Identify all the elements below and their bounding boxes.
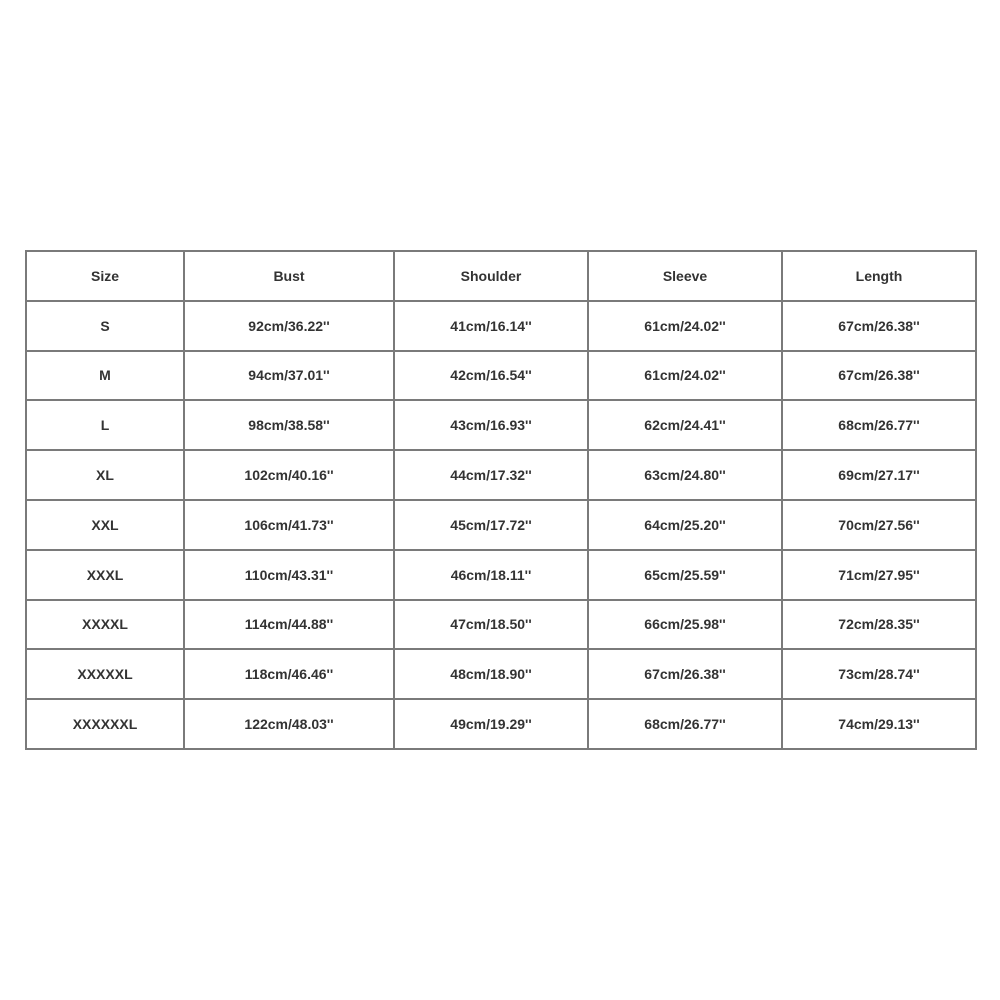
- shoulder-cell: 44cm/17.32'': [394, 450, 588, 500]
- shoulder-cell: 46cm/18.11'': [394, 550, 588, 600]
- table-row: [26, 301, 976, 351]
- length-cell: 72cm/28.35'': [782, 600, 976, 650]
- table-row: [26, 500, 976, 550]
- shoulder-cell: 49cm/19.29'': [394, 699, 588, 749]
- table-row: [26, 600, 976, 650]
- bust-cell: 118cm/46.46'': [184, 649, 394, 699]
- header-cell-sleeve: Sleeve: [588, 251, 782, 301]
- shoulder-cell: 41cm/16.14'': [394, 301, 588, 351]
- table-row: [26, 550, 976, 600]
- bust-cell: 94cm/37.01'': [184, 351, 394, 401]
- length-cell: 74cm/29.13'': [782, 699, 976, 749]
- sleeve-cell: 61cm/24.02'': [588, 301, 782, 351]
- sleeve-cell: 62cm/24.41'': [588, 400, 782, 450]
- length-cell: 67cm/26.38'': [782, 301, 976, 351]
- bust-cell: 106cm/41.73'': [184, 500, 394, 550]
- sleeve-cell: 68cm/26.77'': [588, 699, 782, 749]
- shoulder-cell: 47cm/18.50'': [394, 600, 588, 650]
- size-cell: M: [26, 351, 184, 401]
- bust-cell: 110cm/43.31'': [184, 550, 394, 600]
- sleeve-cell: 67cm/26.38'': [588, 649, 782, 699]
- size-cell: XXXXXXL: [26, 699, 184, 749]
- bust-cell: 92cm/36.22'': [184, 301, 394, 351]
- header-cell-bust: Bust: [184, 251, 394, 301]
- sleeve-cell: 61cm/24.02'': [588, 351, 782, 401]
- table-row: [26, 699, 976, 749]
- table-row: [26, 400, 976, 450]
- size-cell: S: [26, 301, 184, 351]
- table-row: [26, 450, 976, 500]
- table-row: [26, 649, 976, 699]
- size-cell: XXXL: [26, 550, 184, 600]
- header-cell-size: Size: [26, 251, 184, 301]
- length-cell: 70cm/27.56'': [782, 500, 976, 550]
- size-cell: XXXXL: [26, 600, 184, 650]
- shoulder-cell: 42cm/16.54'': [394, 351, 588, 401]
- sleeve-cell: 66cm/25.98'': [588, 600, 782, 650]
- length-cell: 67cm/26.38'': [782, 351, 976, 401]
- length-cell: 71cm/27.95'': [782, 550, 976, 600]
- size-cell: L: [26, 400, 184, 450]
- bust-cell: 122cm/48.03'': [184, 699, 394, 749]
- shoulder-cell: 45cm/17.72'': [394, 500, 588, 550]
- bust-cell: 102cm/40.16'': [184, 450, 394, 500]
- length-cell: 69cm/27.17'': [782, 450, 976, 500]
- sleeve-cell: 64cm/25.20'': [588, 500, 782, 550]
- shoulder-cell: 43cm/16.93'': [394, 400, 588, 450]
- header-row: [26, 251, 976, 301]
- sleeve-cell: 65cm/25.59'': [588, 550, 782, 600]
- size-cell: XXL: [26, 500, 184, 550]
- size-chart-table: [25, 250, 977, 750]
- header-cell-length: Length: [782, 251, 976, 301]
- header-cell-shoulder: Shoulder: [394, 251, 588, 301]
- bust-cell: 114cm/44.88'': [184, 600, 394, 650]
- length-cell: 73cm/28.74'': [782, 649, 976, 699]
- size-cell: XL: [26, 450, 184, 500]
- table-row: [26, 351, 976, 401]
- length-cell: 68cm/26.77'': [782, 400, 976, 450]
- shoulder-cell: 48cm/18.90'': [394, 649, 588, 699]
- bust-cell: 98cm/38.58'': [184, 400, 394, 450]
- sleeve-cell: 63cm/24.80'': [588, 450, 782, 500]
- size-cell: XXXXXL: [26, 649, 184, 699]
